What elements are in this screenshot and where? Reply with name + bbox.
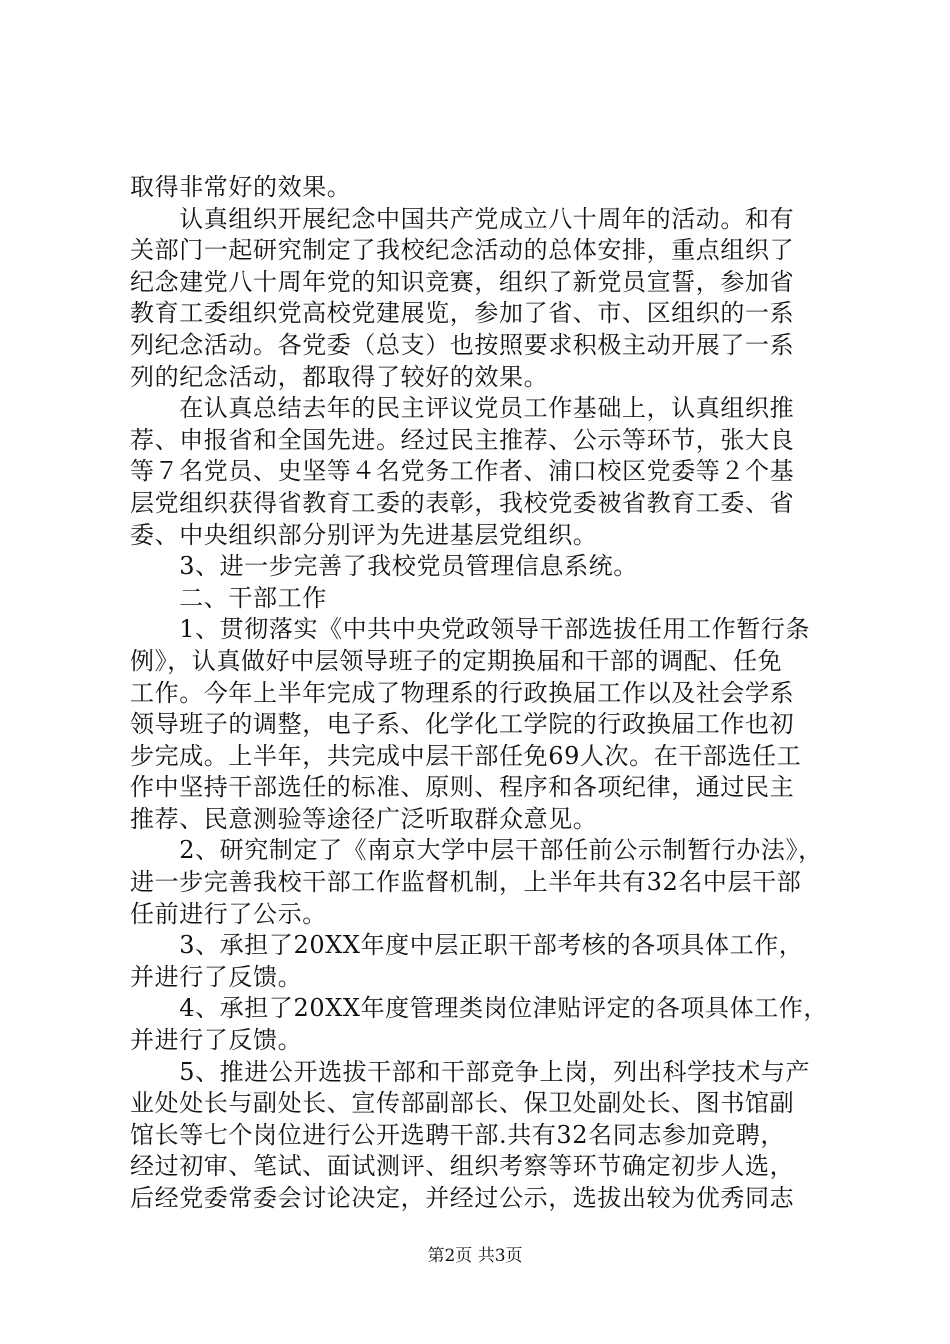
text-line: 层党组织获得省教育工委的表彰，我校党委被省教育工委、省: [130, 488, 795, 517]
text-line: 工作。今年上半年完成了物理系的行政换届工作以及社会学系: [130, 678, 795, 707]
text-line: 取得非常好的效果。: [130, 173, 352, 201]
text-line: 4、承担了20XX年度管理类岗位津贴评定的各项具体工作，: [130, 994, 828, 1023]
text-line: 并进行了反馈。: [130, 962, 303, 991]
text-line: 教育工委组织党高校党建展览，参加了省、市、区组织的一系: [130, 299, 795, 328]
text-line: 领导班子的调整，电子系、化学化工学院的行政换届工作也初: [130, 710, 795, 739]
text-line: 并进行了反馈。: [130, 1026, 303, 1055]
text-line: 关部门一起研究制定了我校纪念活动的总体安排，重点组织了: [130, 236, 795, 265]
text-line: 推荐、民意测验等途径广泛听取群众意见。: [130, 804, 598, 833]
text-line: 后经党委常委会讨论决定，并经过公示，选拔出较为优秀同志: [130, 1184, 795, 1212]
document-body: [130, 172, 830, 1215]
text-line: 作中坚持干部选任的标准、原则、程序和各项纪律，通过民主: [130, 773, 795, 802]
text-line: 例》，认真做好中层领导班子的定期换届和干部的调配、任免: [130, 646, 783, 675]
text-line: 馆长等七个岗位进行公开选聘干部.共有32名同志参加竞聘，: [130, 1120, 785, 1149]
text-line: 2、研究制定了《南京大学中层干部任前公示制暂行办法》，: [130, 836, 823, 865]
text-line: 认真组织开展纪念中国共产党成立八十周年的活动。和有: [130, 204, 795, 233]
text-line: 列纪念活动。各党委（总支）也按照要求积极主动开展了一系: [130, 330, 795, 359]
text-line: 经过初审、笔试、面试测评、组织考察等环节确定初步人选，: [130, 1152, 795, 1181]
text-line: 3、进一步完善了我校党员管理信息系统。: [130, 552, 638, 581]
text-line: 3、承担了20XX年度中层正职干部考核的各项具体工作，: [130, 931, 804, 960]
text-line: 纪念建党八十周年党的知识竞赛，组织了新党员宣誓，参加省: [130, 267, 795, 296]
page-number-footer: 第2页 共3页: [427, 1246, 523, 1266]
text-line: 在认真总结去年的民主评议党员工作基础上，认真组织推: [130, 394, 795, 423]
text-line: 列的纪念活动，都取得了较好的效果。: [130, 362, 549, 391]
text-line: 5、推进公开选拔干部和干部竞争上岗，列出科学技术与产: [130, 1057, 811, 1086]
text-line: 荐、申报省和全国先进。经过民主推荐、公示等环节，张大良: [130, 425, 795, 454]
text-line: 任前进行了公示。: [130, 899, 327, 928]
text-line: 进一步完善我校干部工作监督机制，上半年共有32名中层干部: [130, 868, 802, 897]
text-line: 等７名党员、史坚等４名党务工作者、浦口校区党委等２个基: [130, 457, 795, 486]
text-line: 步完成。上半年，共完成中层干部任免69人次。在干部选任工: [130, 741, 802, 770]
text-line: 委、中央组织部分别评为先进基层党组织。: [130, 520, 598, 549]
section-heading: 二、干部工作: [130, 583, 327, 612]
text-line: 1、贯彻落实《中共中央党政领导干部选拔任用工作暂行条: [130, 615, 811, 644]
text-line: 业处处长与副处长、宣传部副部长、保卫处副处长、图书馆副: [130, 1089, 795, 1118]
